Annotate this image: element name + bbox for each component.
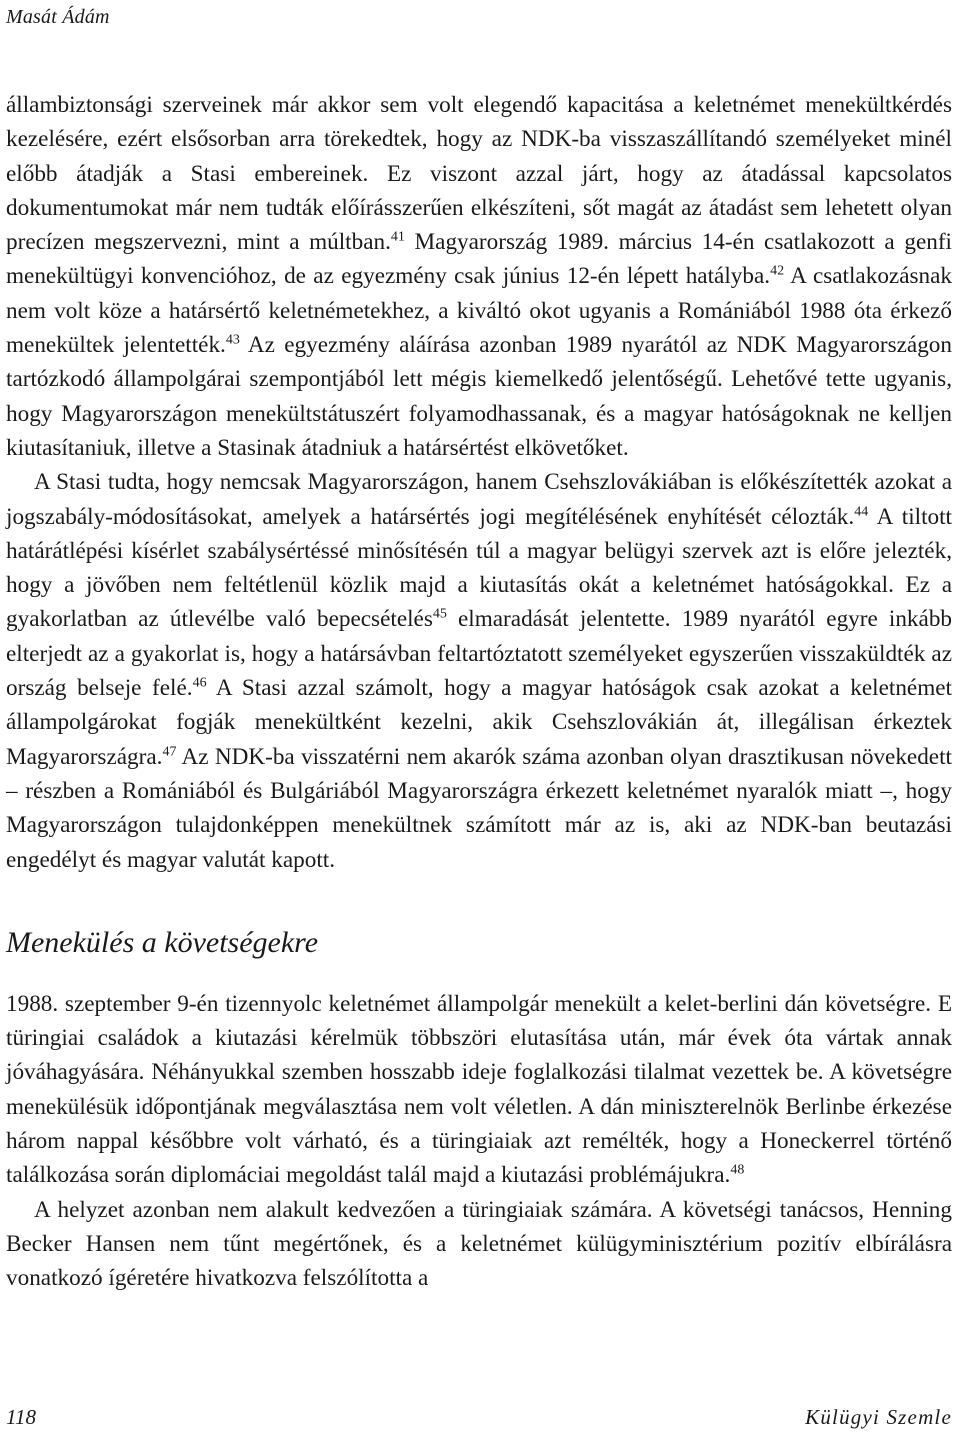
section-paragraphs [6,987,952,1296]
paragraph [6,1193,952,1296]
body-paragraphs [6,88,952,877]
paragraph-text: 1988. szeptember 9-én tizennyolc keletnémet állampolgár menekült a kelet-berlini dán követségre. E türingiai családok a kiutazási kérelmük többszöri elutasítása után, már évek óta vártak annak jóváhagyására. Néhányukkal szemben hosszabb ideje foglalkozási tilalmat vezettek be. A követségre menekülésük időpontjának megválasztása nem volt véletlen. A dán miniszterelnök Berlinbe érkezése három nappal későbbre volt várható, és a türingiaiak azt remélték, hogy a Honeckerrel történő találkozása során diplomáciai megoldást talál majd a kiutazási problémájukra. [6,990,952,1189]
paragraph [6,465,952,877]
paragraph [6,88,952,465]
footnote-ref[interactable]: 46 [192,675,207,691]
paragraph-text: Az NDK-ba visszatérni nem akarók száma azonban olyan drasztikusan növekedett – részben a Romániából és Bulgáriából Magyarországra érkezett keletnémet nyaralók miatt –, hogy Magyarországon tulajdonképpen menekültnek számított már az is, aki az NDK-ban beutazási engedélyt és magyar valutát kapott. [6,743,952,873]
page-number: 118 [6,1405,36,1429]
paragraph-text: A csatlakozásnak nem volt köze a határsértő keletnémetekhez, a kiváltó okot ugyanis a Romániából 1988 óta érkező menekültek jelentették. [6,263,952,359]
running-head: Masát Ádám [6,6,110,28]
section-heading: Menekülés a követségekre [6,925,319,959]
footnote-ref[interactable]: 41 [390,229,405,245]
paragraph [6,987,952,1193]
paragraph-text: Az egyezmény aláírása azonban 1989 nyarától az NDK Magyarországon tartózkodó állampolgárai szempontjából lett mégis kiemelkedő jelentőségű. Lehetővé tette ugyanis, hogy Magyarországon menekültstátuszért folyamodhassanak, és a magyar hatóságoknak ne kelljen kiutasítaniuk, illetve a Stasinak átadniuk a határsértést elkövetőket. [6,332,952,461]
footnote-ref[interactable]: 48 [730,1162,745,1178]
footnote-ref[interactable]: 42 [770,263,785,279]
paragraph-text: A Stasi azzal számolt, hogy a magyar hatóságok csak azokat a keletnémet állampolgárokat fogják menekültként kezelni, akik Csehszlovákián át, illegálisan érkeztek Magyarországra. [6,675,952,770]
footnote-ref[interactable]: 47 [162,743,177,759]
footnote-ref[interactable]: 45 [432,606,447,622]
article-body [6,88,952,1296]
paragraph-text: Magyarország 1989. március 14-én csatlakozott a genfi menekültügyi konvencióhoz, de az egyezmény csak június 12-én lépett hatályba. [6,229,952,290]
journal-name: Külügyi Szemle [805,1405,952,1429]
paragraph-text: elmaradását jelentette. 1989 nyarától egyre inkább elterjedt az a gyakorlat is, hogy a határsávban feltartóztatott személyeket egyszerűen visszaküldték az ország belseje felé. [6,606,953,702]
footnote-ref[interactable]: 44 [854,503,869,519]
footnote-ref[interactable]: 43 [225,332,240,348]
paragraph-text: A helyzet azonban nem alakult kedvezően a türingiaiak számára. A követségi tanácsos, Henning Becker Hansen nem tűnt megértőnek, és a keletnémet külügyminisztérium pozitív elbírálásra vonatkozó ígéretére hivatkozva felszólította a [6,1196,952,1292]
paragraph-text: A Stasi tudta, hogy nemcsak Magyarországon, hanem Csehszlovákiában is előkészítették azokat a jogszabály-módosításokat, amelyek a határsértés jogi megítélésének enyhítését célozták. [6,469,952,530]
paragraph-text: A tiltott határátlépési kísérlet szabálysértéssé minősítésén túl a magyar belügyi szervek azt is előre jelezték, hogy a jövőben nem feltétlenül közlik majd a kiutasítás okát a keletnémet hatóságokkal. Ez a gyakorlatban az útlevélbe való bepecsételés [6,503,952,633]
paragraph-text: állambiztonsági szerveinek már akkor sem volt elegendő kapacitása a keletnémet menekültkérdés kezelésére, ezért elsősorban arra törekedtek, hogy az NDK-ba visszaszállítandó személyeket minél előbb átadják a Stasi embereinek. Ez viszont azzal járt, hogy az átadással kapcsolatos dokumentumokat már nem tudták előírásszerűen elkészíteni, sőt magát az átadást sem lehetett olyan precízen megszervezni, mint a múltban. [6,92,952,256]
